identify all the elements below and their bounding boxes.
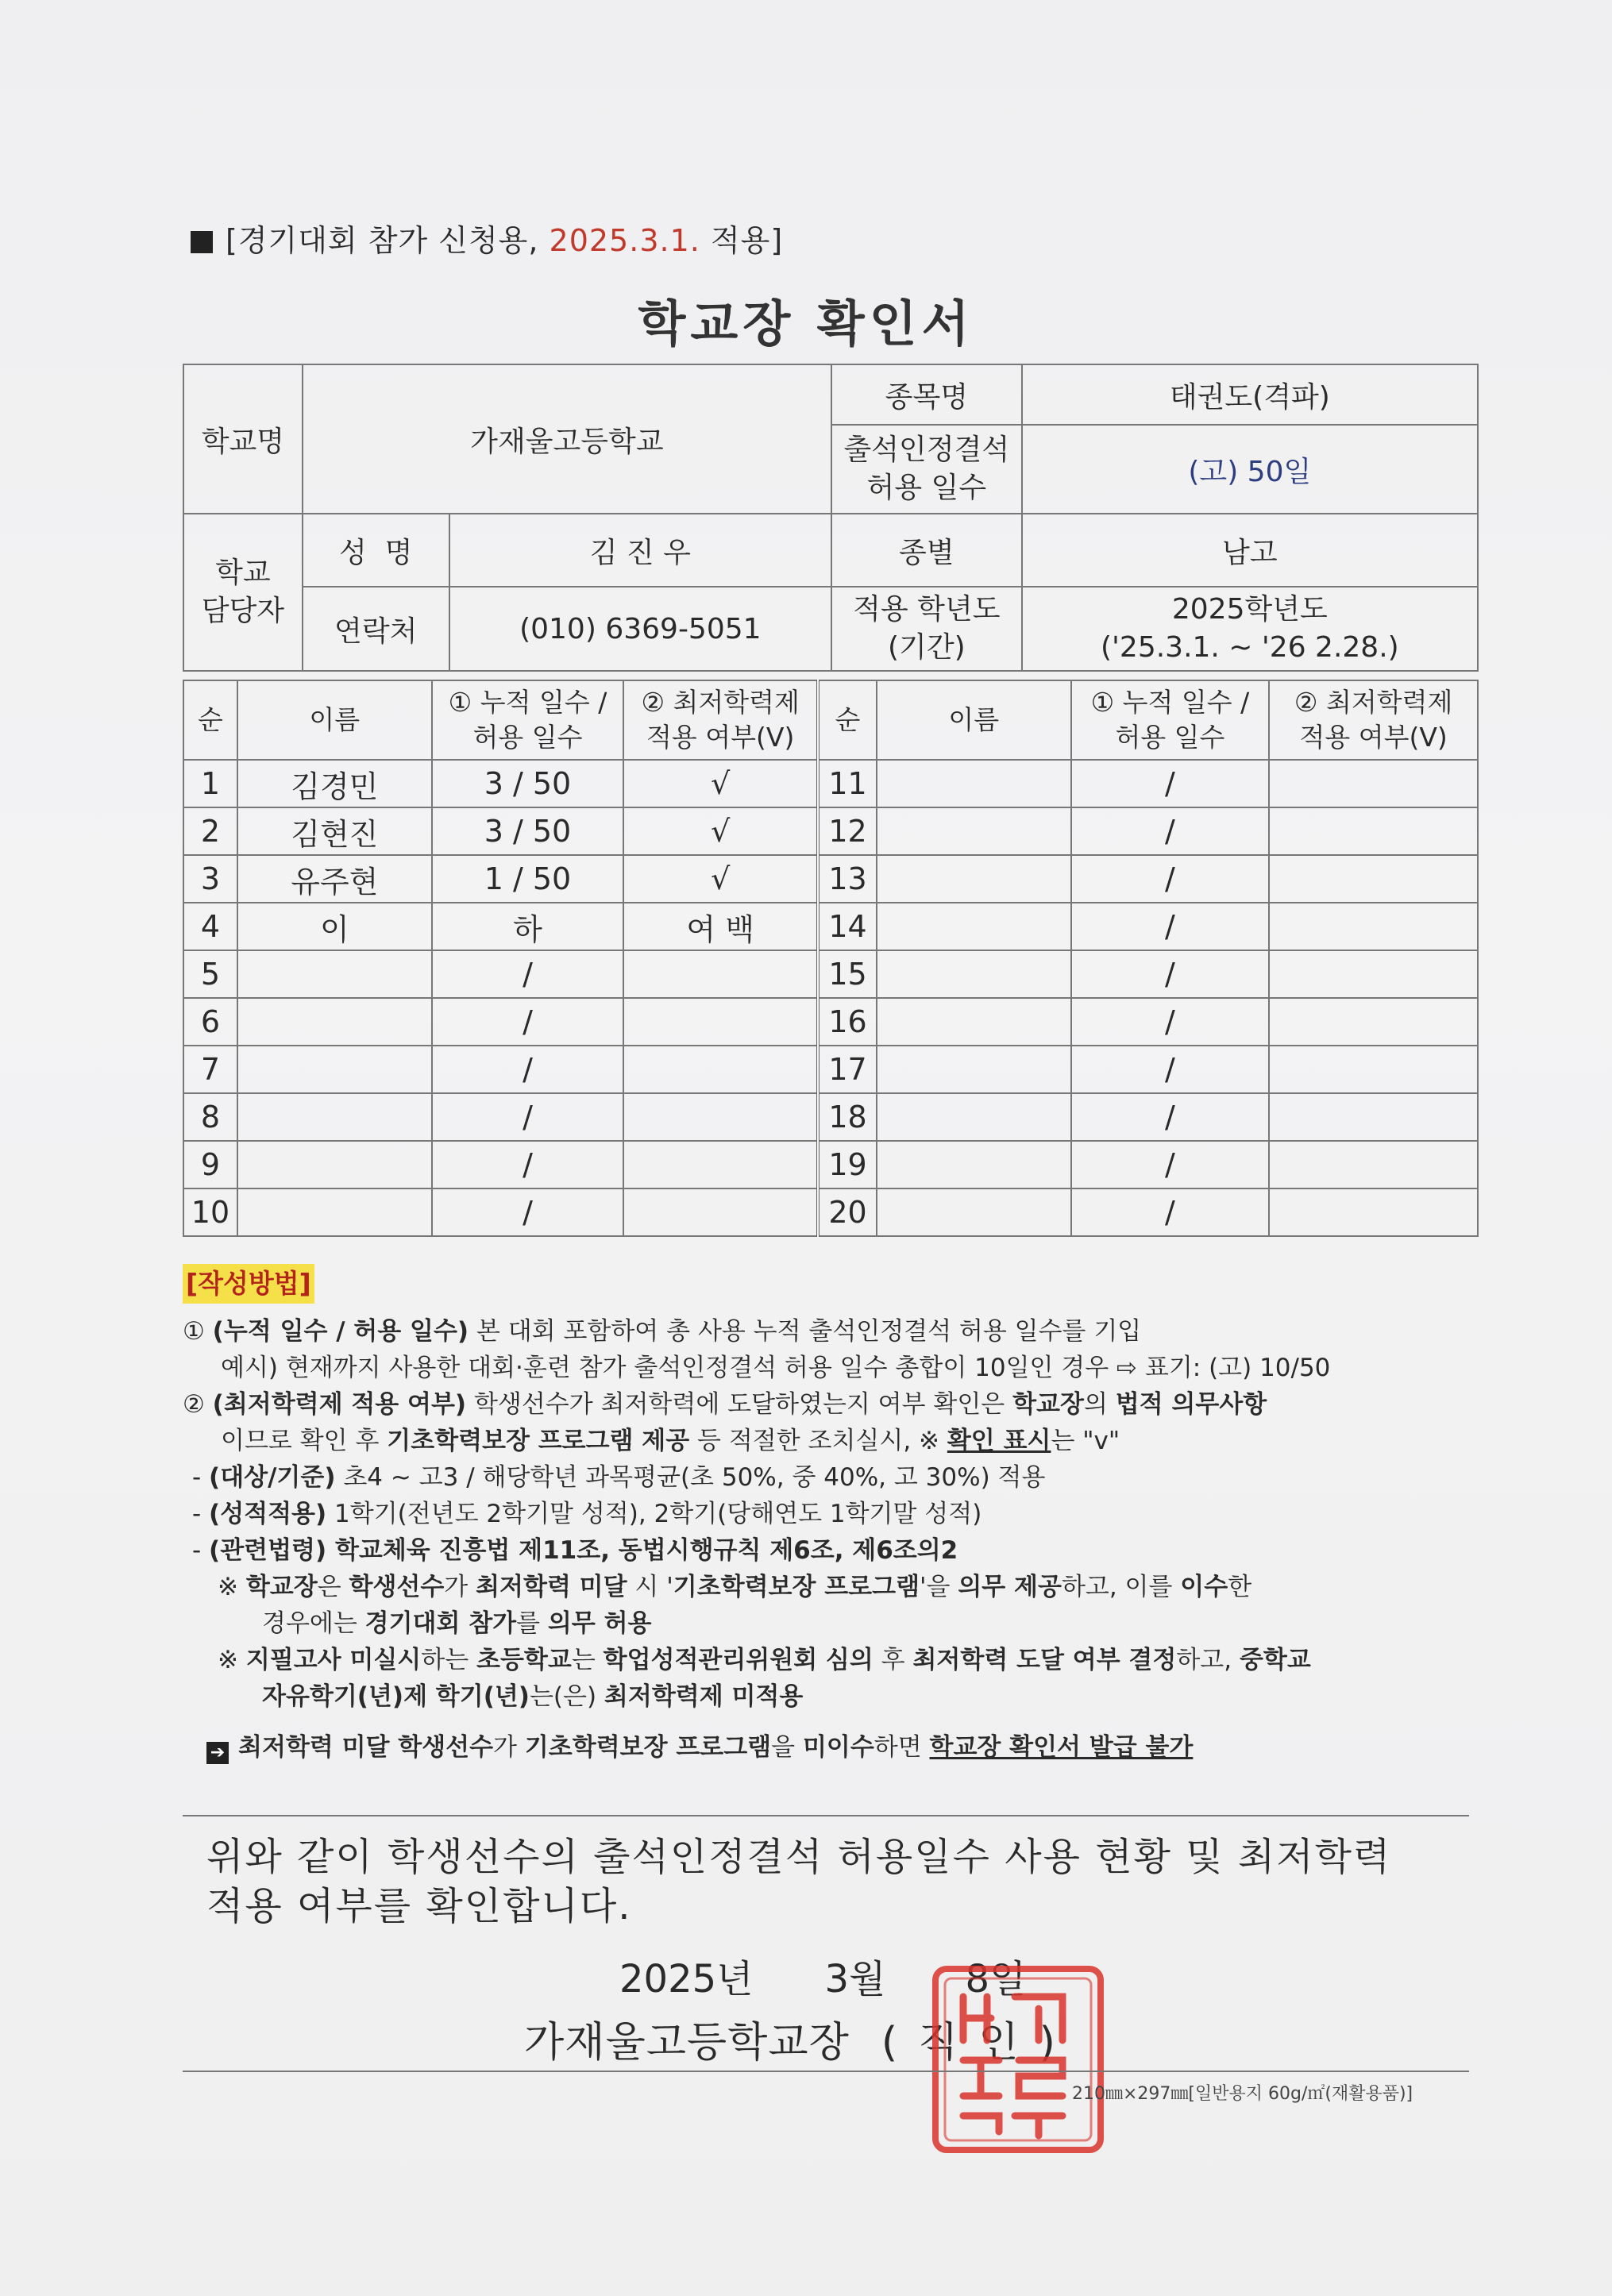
- n2-f: 후: [873, 1646, 913, 1674]
- row-name-right: [877, 1141, 1071, 1188]
- school-year-value-1: 2025학년도: [1171, 593, 1328, 626]
- row-days: 3 / 50: [432, 760, 624, 807]
- n2-b: 하는: [421, 1646, 477, 1674]
- row-days: /: [432, 1141, 624, 1188]
- row-no-right: 18: [818, 1093, 877, 1141]
- n1-d: 가: [444, 1573, 476, 1601]
- arrow-f: 하면: [873, 1733, 930, 1762]
- row-days-right: /: [1071, 1093, 1270, 1141]
- col-name-header: 이름: [237, 680, 432, 760]
- row-min: √: [623, 760, 818, 807]
- row-days: 1 / 50: [432, 855, 624, 903]
- row-name: 김경민: [237, 760, 432, 807]
- row-name-right: [877, 760, 1071, 807]
- col-days-header-2: 허용 일수: [472, 722, 583, 753]
- arrow-g: 학교장 확인서 발급 불가: [929, 1733, 1194, 1762]
- gender-value: 남고: [1022, 514, 1478, 587]
- confirmation-line-1: 위와 같이 학생선수의 출석인정결석 허용일수 사용 현황 및 최저학력: [206, 1835, 1392, 1879]
- col-min-header-2: 적용 여부(V): [646, 722, 795, 753]
- date-day: 8일: [965, 1957, 1027, 2001]
- row-name: [237, 1046, 432, 1093]
- header-suffix: 적용]: [710, 223, 784, 258]
- instruction-2: [183, 1386, 1469, 1423]
- table-row: [183, 950, 1478, 998]
- manager-name-label: 성 명: [303, 514, 449, 587]
- table-row: [183, 1093, 1478, 1141]
- row-days-right: /: [1071, 760, 1270, 807]
- arrow-e: 미이수: [802, 1733, 874, 1762]
- row-name-right: [877, 855, 1071, 903]
- event-label: 종목명: [831, 364, 1022, 425]
- row-min-right: [1269, 950, 1478, 998]
- n1-l2-b: 경기대회 참가: [364, 1609, 517, 1638]
- col-days-header-1: ① 누적 일수 /: [448, 687, 607, 718]
- i1-bold: (누적 일수 / 허용 일수): [212, 1317, 469, 1346]
- row-days: /: [432, 998, 624, 1046]
- row-no-right: 16: [818, 998, 877, 1046]
- n1-i: 의무 제공: [958, 1573, 1062, 1601]
- col-min-header: [623, 680, 818, 760]
- page-title: 학교장 확인서: [638, 295, 974, 352]
- row-name: [237, 1188, 432, 1236]
- row-no: 5: [183, 950, 237, 998]
- row-min-right: [1269, 1141, 1478, 1188]
- row-name: [237, 1093, 432, 1141]
- manager-label: [183, 514, 303, 671]
- row-min: [623, 1093, 818, 1141]
- confirmation-text: [206, 1832, 1391, 1931]
- n2-a: 지필고사 미실시: [245, 1646, 422, 1674]
- row-days: /: [432, 1093, 624, 1141]
- row-days-right: /: [1071, 1141, 1270, 1188]
- i2-l2-a: 이므로 확인 후: [221, 1427, 388, 1455]
- row-min-right: [1269, 1188, 1478, 1236]
- table-row: [183, 807, 1478, 855]
- date-month: 3월: [824, 1957, 886, 2001]
- table-row: [183, 760, 1478, 807]
- school-year-value: [1022, 587, 1478, 671]
- row-min-right: [1269, 855, 1478, 903]
- n1-l2-c: 를: [516, 1609, 548, 1638]
- n2-l2-a: 자유학기(년)제 학기(년): [262, 1682, 530, 1711]
- table-row: [183, 1046, 1478, 1093]
- row-no: 6: [183, 998, 237, 1046]
- n1-a: 학교장: [245, 1573, 318, 1601]
- contact-label: 연락처: [303, 587, 449, 671]
- row-days-right: /: [1071, 998, 1270, 1046]
- school-year-label: [831, 587, 1022, 671]
- i2-l2-c: 등 적절한 조치실시, ※: [689, 1427, 947, 1455]
- row-min-right: [1269, 998, 1478, 1046]
- allow-days-value: (고) 50일: [1022, 425, 1478, 514]
- arrow-note: [183, 1729, 1469, 1766]
- row-min-right: [1269, 903, 1478, 950]
- arrow-d: 을: [771, 1733, 803, 1762]
- row-days-right: /: [1071, 1046, 1270, 1093]
- note-1-line2: [183, 1605, 1469, 1642]
- row-min: √: [623, 855, 818, 903]
- i2-l2-e: 는 "v": [1051, 1427, 1120, 1455]
- row-no-right: 14: [818, 903, 877, 950]
- table-row: [183, 998, 1478, 1046]
- row-no-right: 15: [818, 950, 877, 998]
- date-year: 2025년: [619, 1957, 754, 2001]
- i1-text: 본 대회 포함하여 총 사용 누적 출석인정결석 허용 일수를 기입: [469, 1317, 1142, 1346]
- d2-bold: (성적적용): [209, 1500, 327, 1528]
- n1-g: 기초학력보장 프로그램: [673, 1573, 920, 1601]
- row-days-right: /: [1071, 855, 1270, 903]
- row-name-right: [877, 1093, 1071, 1141]
- school-label: 학교명: [183, 364, 303, 514]
- row-no: 1: [183, 760, 237, 807]
- school-year-label-2: (기간): [888, 631, 966, 664]
- row-no: 7: [183, 1046, 237, 1093]
- n2-g: 최저학력 도달 여부 결정: [912, 1646, 1177, 1674]
- col-min-header-right: [1269, 680, 1478, 760]
- col-min-header-right-2: 적용 여부(V): [1299, 722, 1448, 753]
- student-list-body: [183, 680, 1478, 1236]
- i2-l2-b: 기초학력보장 프로그램 제공: [387, 1427, 690, 1455]
- table-row: [183, 903, 1478, 950]
- official-seal-stamp-icon: [927, 1961, 1109, 2158]
- event-value: 태권도(격파): [1022, 364, 1478, 425]
- row-min-right: [1269, 807, 1478, 855]
- gender-label: 종별: [831, 514, 1022, 587]
- row-min-right: [1269, 760, 1478, 807]
- row-days-right: /: [1071, 1188, 1270, 1236]
- row-name: 이: [237, 903, 432, 950]
- row-days-right: /: [1071, 807, 1270, 855]
- col-no-header: 순: [183, 680, 237, 760]
- principal-name: 가재울고등학교장: [524, 2019, 850, 2067]
- black-square-icon: [191, 231, 213, 253]
- note-2-line2: [183, 1678, 1469, 1715]
- manager-name-value: 김 진 우: [449, 514, 831, 587]
- n2-h: 하고,: [1176, 1646, 1240, 1674]
- col-days-header: [432, 680, 624, 760]
- row-min-right: [1269, 1046, 1478, 1093]
- arrow-box-icon: ➔: [206, 1742, 229, 1764]
- writing-instructions: [183, 1264, 1469, 1766]
- row-days: /: [432, 1046, 624, 1093]
- i2-text-c: 의: [1083, 1390, 1116, 1419]
- col-min-header-right-1: ② 최저학력제: [1294, 687, 1453, 718]
- row-min: [623, 1046, 818, 1093]
- circle-1-icon: ①: [183, 1317, 205, 1346]
- table-row: [183, 1141, 1478, 1188]
- d1-bold: (대상/기준): [209, 1463, 336, 1492]
- note-2: ※ 지필고사 미실시하는 초등학교는 학업성적관리위원회 심의 후 최저학력 도달 여부 결정하고, 중학교: [218, 1646, 1311, 1674]
- student-list-table: [183, 680, 1479, 1237]
- n1-c: 학생선수: [349, 1573, 445, 1601]
- row-name-right: [877, 998, 1071, 1046]
- detail-target: - (대상/기준) 초4 ~ 고3 / 해당학년 과목평균(초 50%, 중 40%, 고 30%) 적용: [192, 1463, 1046, 1492]
- i2-l2-d: 확인 표시: [947, 1427, 1051, 1455]
- n2-c: 초등학교: [476, 1646, 572, 1674]
- divider-bottom: [183, 2071, 1469, 2072]
- row-no: 10: [183, 1188, 237, 1236]
- arrow-a: 최저학력 미달 학생선수: [238, 1733, 494, 1762]
- school-year-label-1: 적용 학년도: [853, 593, 1001, 626]
- d3-bold: (관련법령): [209, 1536, 327, 1565]
- row-name-right: [877, 950, 1071, 998]
- i2-bold-d: 법적 의무사항: [1115, 1390, 1267, 1419]
- d1-text: 초4 ~ 고3 / 해당학년 과목평균(초 50%, 중 40%, 고 30%) 적용: [335, 1463, 1046, 1492]
- row-min: [623, 1188, 818, 1236]
- n1-l2-a: 경우에는: [262, 1609, 365, 1638]
- allow-days-label-2: 허용 일수: [866, 472, 987, 504]
- row-days: 3 / 50: [432, 807, 624, 855]
- header-prefix: [경기대회 참가 신청용,: [226, 223, 539, 258]
- row-no-right: 13: [818, 855, 877, 903]
- circle-2-icon: ②: [183, 1390, 205, 1419]
- allow-days-label-1: 출석인정결석: [843, 433, 1010, 466]
- instruction-2-line2: [183, 1423, 1469, 1459]
- table-row: [183, 855, 1478, 903]
- allow-days-label: [831, 425, 1022, 514]
- col-days-header-right-1: ① 누적 일수 /: [1090, 687, 1250, 718]
- i2-bold: (최저학력제 적용 여부): [212, 1390, 467, 1419]
- row-name-right: [877, 807, 1071, 855]
- n1-b: 은: [317, 1573, 349, 1601]
- row-no: 9: [183, 1141, 237, 1188]
- row-name: 김현진: [237, 807, 432, 855]
- d2-text: 1학기(전년도 2학기말 성적), 2학기(당해연도 1학기말 성적): [326, 1500, 982, 1528]
- form-usage-header: [191, 216, 783, 260]
- row-no-right: 19: [818, 1141, 877, 1188]
- instructions-tag: [작성방법]: [183, 1264, 314, 1304]
- row-min-right: [1269, 1093, 1478, 1141]
- row-name: [237, 1141, 432, 1188]
- row-no-right: 11: [818, 760, 877, 807]
- school-year-value-2: ('25.3.1. ~ '26 2.28.): [1100, 631, 1399, 664]
- row-no: 2: [183, 807, 237, 855]
- i2-text-a: 학생선수가 최저학력에 도달하였는지 여부 확인은: [466, 1390, 1013, 1419]
- n1-l2-d: 의무 허용: [547, 1609, 652, 1638]
- note-1: ※ 학교장은 학생선수가 최저학력 미달 시 '기초학력보장 프로그램'을 의무 제공하고, 이를 이수한: [218, 1573, 1252, 1601]
- row-min: [623, 1141, 818, 1188]
- d3-text: 학교체육 진흥법 제11조, 동법시행규칙 제6조, 제6조의2: [326, 1536, 958, 1565]
- col-name-header-right: 이름: [877, 680, 1071, 760]
- school-info-table: [183, 364, 1479, 672]
- row-min: [623, 998, 818, 1046]
- row-days: 하: [432, 903, 624, 950]
- row-days: /: [432, 1188, 624, 1236]
- table-header-row: [183, 680, 1478, 760]
- instruction-1-example: 예시) 현재까지 사용한 대회·훈련 참가 출석인정결석 허용 일수 총합이 10일인 경우 ⇨ 표기: (고) 10/50: [221, 1354, 1331, 1382]
- confirmation-line-2: 적용 여부를 확인합니다.: [206, 1884, 632, 1928]
- arrow-c: 기초학력보장 프로그램: [524, 1733, 772, 1762]
- row-no: 4: [183, 903, 237, 950]
- n2-i: 중학교: [1239, 1646, 1311, 1674]
- col-days-header-right-2: 허용 일수: [1115, 722, 1225, 753]
- row-no: 3: [183, 855, 237, 903]
- col-days-header-right: [1071, 680, 1270, 760]
- header-date: 2025.3.1.: [549, 223, 700, 258]
- row-min: 여 백: [623, 903, 818, 950]
- row-name-right: [877, 1188, 1071, 1236]
- row-no-right: 20: [818, 1188, 877, 1236]
- divider-top: [183, 1815, 1469, 1816]
- row-no: 8: [183, 1093, 237, 1141]
- row-no-right: 12: [818, 807, 877, 855]
- row-name: [237, 998, 432, 1046]
- manager-label-1: 학교: [215, 557, 271, 589]
- n1-h: '을: [920, 1573, 958, 1601]
- row-days-right: /: [1071, 950, 1270, 998]
- row-name-right: [877, 903, 1071, 950]
- col-no-header-right: 순: [818, 680, 877, 760]
- arrow-b: 가: [493, 1733, 525, 1762]
- n1-j: 하고, 이를: [1061, 1573, 1181, 1601]
- paper-spec: 210㎜×297㎜[일반용지 60g/㎡(재활용품)]: [1072, 2084, 1413, 2104]
- col-min-header-1: ② 최저학력제: [641, 687, 800, 718]
- n2-e: 학업성적관리위원회 심의: [603, 1646, 873, 1674]
- n1-f: 시 ': [627, 1573, 673, 1601]
- row-name: [237, 950, 432, 998]
- row-days-right: /: [1071, 903, 1270, 950]
- n1-e: 최저학력 미달: [476, 1573, 627, 1601]
- instruction-1: [183, 1313, 1469, 1350]
- detail-grades: - (성적적용) 1학기(전년도 2학기말 성적), 2학기(당해연도 1학기말 성적): [192, 1500, 982, 1528]
- contact-value: (010) 6369-5051: [449, 587, 831, 671]
- row-name: 유주현: [237, 855, 432, 903]
- n2-l2-c: 최저학력제 미적용: [604, 1682, 804, 1711]
- n1-l: 한: [1228, 1573, 1252, 1601]
- manager-label-2: 담당자: [201, 595, 285, 627]
- row-name-right: [877, 1046, 1071, 1093]
- row-min: √: [623, 807, 818, 855]
- n2-l2-b: 는(은): [529, 1682, 604, 1711]
- seal-label: (직인): [881, 2019, 1076, 2067]
- row-min: [623, 950, 818, 998]
- table-row: [183, 1188, 1478, 1236]
- n1-k: 이수: [1180, 1573, 1228, 1601]
- n2-d: 는: [571, 1646, 604, 1674]
- row-days: /: [432, 950, 624, 998]
- school-value: 가재울고등학교: [303, 364, 831, 514]
- i2-bold-b: 학교장: [1012, 1390, 1084, 1419]
- row-no-right: 17: [818, 1046, 877, 1093]
- detail-law: - (관련법령) 학교체육 진흥법 제11조, 동법시행규칙 제6조, 제6조의2: [192, 1536, 958, 1565]
